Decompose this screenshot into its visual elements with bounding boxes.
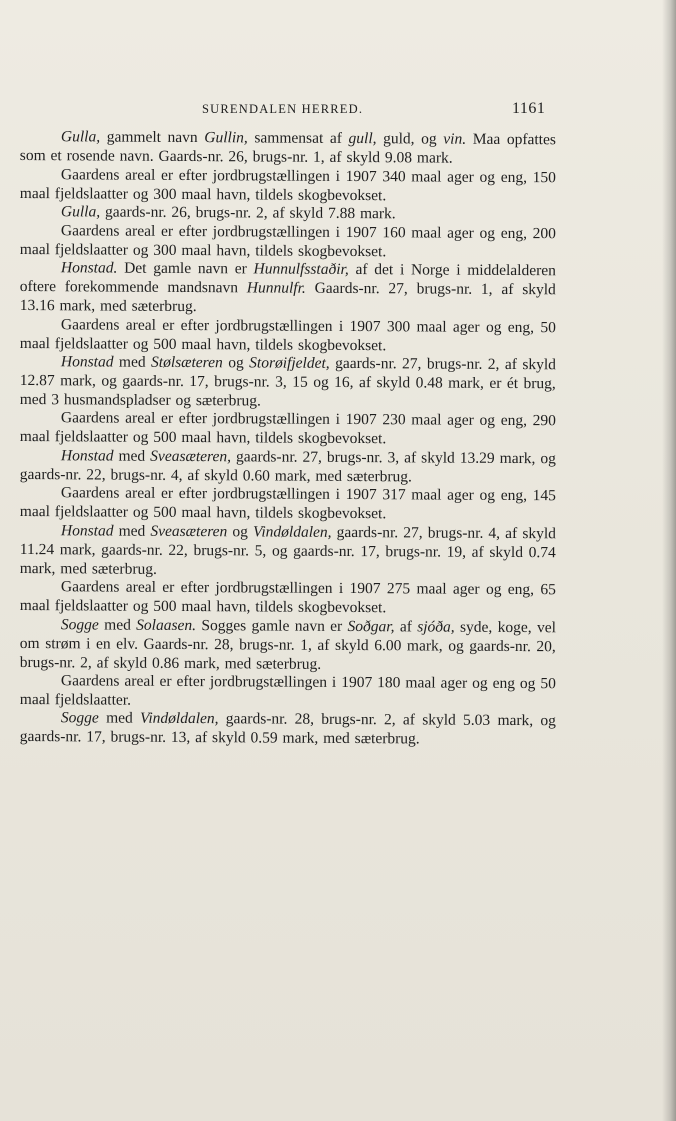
emphasis-text: Sveasæteren, [150, 447, 232, 466]
emphasis-text: Solaasen. [136, 616, 197, 634]
paragraph-areal: Gaardens areal er efter jordbrugstællingen i 1907 180 maal ager og eng og 50 maal fjeldslaatter. [19, 672, 556, 709]
entry-lead: Honstad [60, 447, 114, 465]
emphasis-text: vin. [443, 130, 467, 148]
paragraph-areal: Gaardens areal er efter jordbrugstællingen i 1907 230 maal ager og eng, 290 maal fjeldslaatter og 500 maal havn, tildels skogbevokset. [19, 409, 556, 448]
paragraph-honstad-4 [20, 522, 556, 582]
paragraph-sogge-2 [20, 709, 556, 750]
paragraph-text: Det gamle navn er [117, 259, 254, 278]
paragraph-text: sammensat af [247, 129, 349, 148]
paragraph-honstad-1 [20, 259, 556, 319]
emphasis-text: sjóða, [417, 617, 455, 636]
body-text [20, 128, 556, 747]
paragraph-areal: Gaardens areal er efter jordbrugstællingen i 1907 317 maal ager og eng, 145 maal fjeldslaatter og 500 maal havn, tildels skogbevokset. [19, 484, 556, 523]
entry-lead: Honstad. [60, 259, 118, 277]
emphasis-text: Hunnulfr. [246, 279, 306, 297]
entry-lead: Honstad [60, 353, 114, 371]
paragraph-text: og [222, 354, 250, 372]
entry-lead: Sogge [60, 709, 99, 727]
paragraph-text: guld, og [376, 130, 444, 148]
emphasis-text: Storøifjeldet, [249, 354, 330, 372]
paragraph-honstad-2 [20, 353, 556, 413]
emphasis-text: Vindøldalen, [253, 523, 332, 541]
paragraph-text: Gaards-nr. 27, brugs-nr. 1, af skyld 13.16 mark, med sæterbrug. [19, 279, 556, 315]
paragraph-gulla-1 [20, 128, 556, 169]
paragraph-text: syde, koge, vel om strøm i en elv. Gaards-nr. 28, brugs-nr. 1, af skyld 6.00 mark, og gaards-nr. 20, brugs-nr. 2, af skyld 0.86 mark, med sæterbrug. [19, 618, 557, 672]
paragraph-text: og [227, 523, 254, 541]
emphasis-text: Stølsæteren [150, 353, 223, 372]
paragraph-areal: Gaardens areal er efter jordbrugstællingen i 1907 340 maal ager og eng, 150 maal fjeldslaatter og 300 maal havn, tildels skogbevokset. [19, 165, 556, 204]
entry-lead: Gulla, [60, 203, 101, 221]
paragraph-text: gaards-nr. 27, brugs-nr. 4, af skyld 11.24 mark, gaards-nr. 22, brugs-nr. 5, og gaards-nr. 17, brugs-nr. 19, af skyld 0.74 mark, med sæterbrug. [19, 523, 557, 578]
paragraph-text: gammelt navn [100, 128, 205, 147]
entry-lead: Gulla, [60, 128, 101, 146]
running-title: SURENDALEN HERRED. [202, 102, 364, 116]
emphasis-text: gull, [348, 130, 377, 148]
paragraph-areal: Gaardens areal er efter jordbrugstællingen i 1907 300 maal ager og eng, 50 maal fjeldslaatter og 500 maal havn, tildels skogbevokset. [19, 315, 556, 354]
page-number: 1161 [512, 100, 546, 117]
entry-lead: Sogge [60, 615, 99, 633]
paragraph-text: gaards-nr. 27, brugs-nr. 2, af skyld 12.87 mark, og gaards-nr. 17, brugs-nr. 3, 15 og 16, af skyld 0.48 mark, er ét brug, med 3 husmandspladser og sæterbrug. [19, 354, 557, 409]
paragraph-areal: Gaardens areal er efter jordbrugstællingen i 1907 160 maal ager og eng, 200 maal fjeldslaatter og 300 maal havn, tildels skogbevokset. [19, 222, 556, 260]
emphasis-text: Vindøldalen, [140, 709, 219, 728]
page-edge-shadow [662, 0, 676, 1121]
entry-lead: Honstad [60, 522, 114, 540]
paragraph-text: med [113, 522, 151, 540]
emphasis-text: Soðgar, [347, 617, 395, 635]
emphasis-text: Gullin, [204, 129, 248, 147]
emphasis-text: Hunnulfsstaðir, [253, 260, 349, 279]
paragraph-text: med [113, 447, 151, 465]
running-header [0, 100, 676, 120]
paragraph-text: med [98, 615, 137, 634]
paragraph-text: med [113, 353, 152, 371]
emphasis-text: Sveasæteren [150, 522, 228, 541]
paragraph-sogge-1 [20, 616, 556, 676]
paragraph-text: Maa opfattes som et rosende navn. Gaards-nr. 26, brugs-nr. 1, af skyld 9.08 mark. [19, 130, 556, 167]
paragraph-honstad-3 [20, 447, 556, 488]
paragraph-text: gaards-nr. 27, brugs-nr. 3, af skyld 13.29 mark, og gaards-nr. 22, brugs-nr. 4, af skyld 0.60 mark, med sæterbrug. [19, 448, 556, 485]
paragraph-text: gaards-nr. 26, brugs-nr. 2, af skyld 7.88 mark. [100, 203, 396, 223]
paragraph-text: af det i Norge i middelalderen oftere forekommende mandsnavn [19, 261, 556, 297]
paragraph-text: af [394, 617, 418, 635]
paragraph-text: med [98, 709, 141, 727]
paragraph-areal: Gaardens areal er efter jordbrugstællingen i 1907 275 maal ager og eng, 65 maal fjeldslaatter og 500 maal havn, tildels skogbevokset. [19, 578, 556, 616]
paragraph-text: Sogges gamle navn er [196, 616, 348, 635]
paragraph-text: gaards-nr. 28, brugs-nr. 2, af skyld 5.03 mark, og gaards-nr. 17, brugs-nr. 13, af skyld 0.59 mark, med sæterbrug. [19, 710, 557, 748]
